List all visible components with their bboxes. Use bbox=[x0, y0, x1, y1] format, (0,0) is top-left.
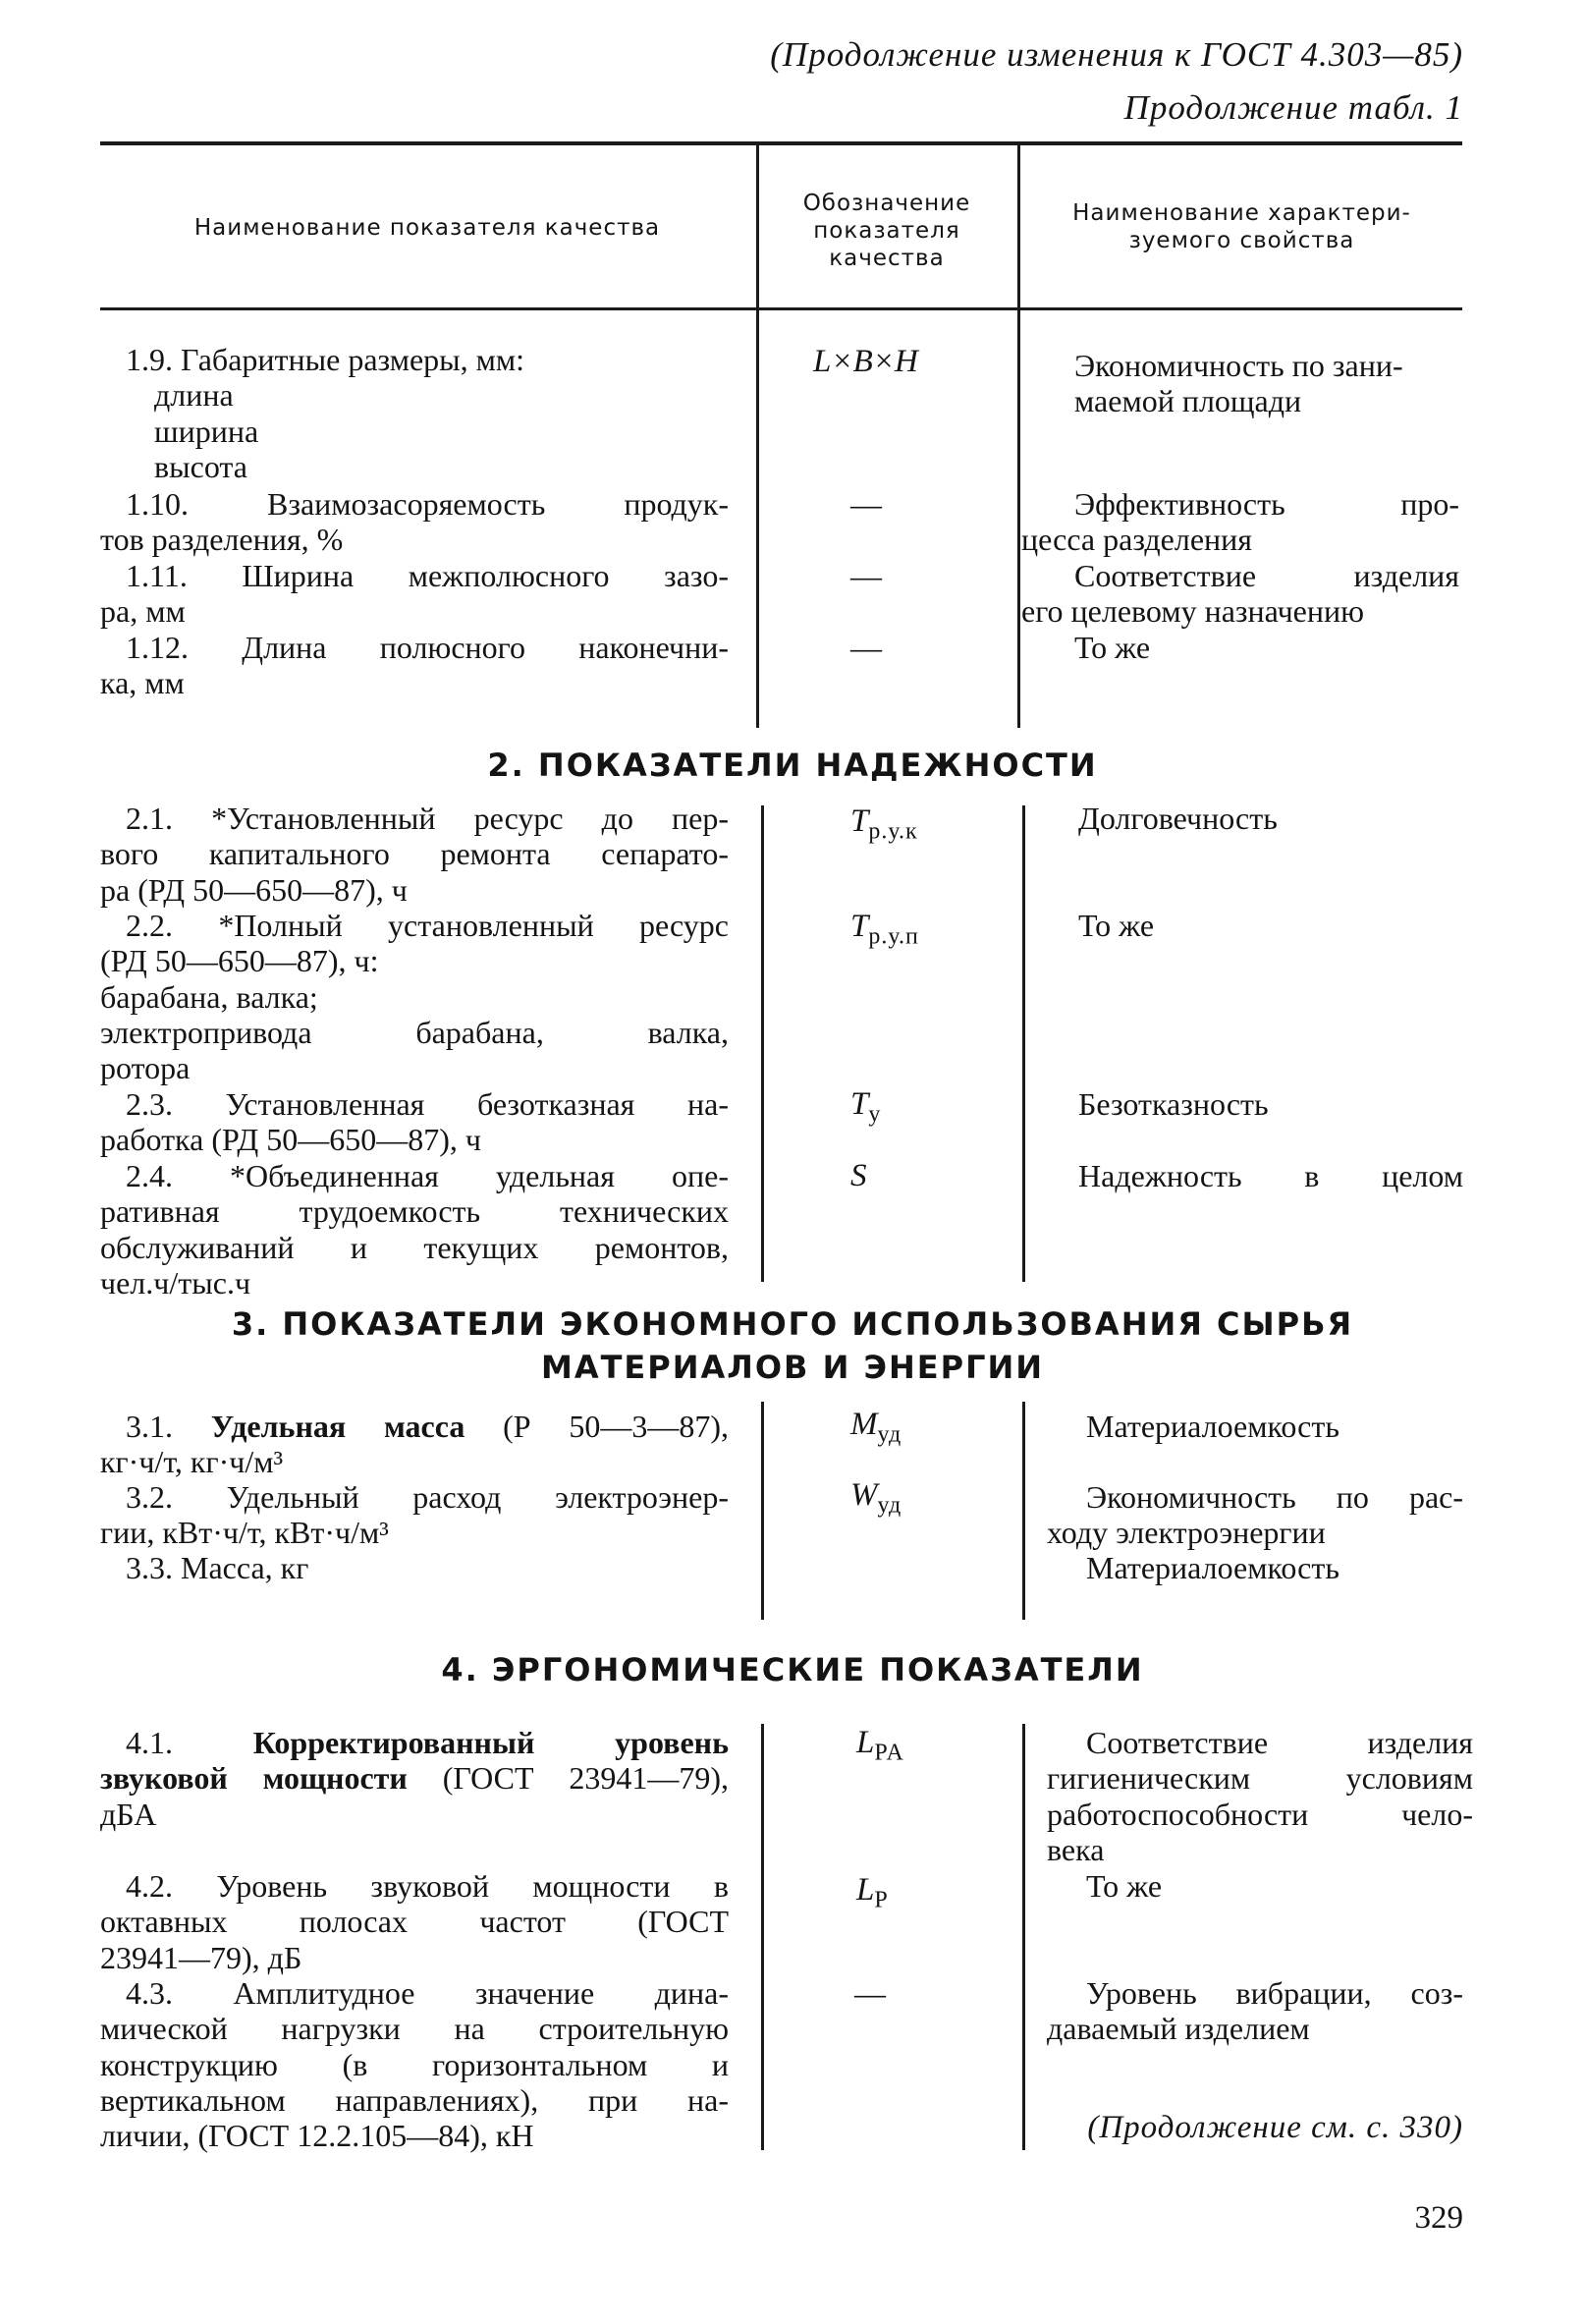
property-1-9: Экономичность по зани- маемой площади bbox=[1074, 348, 1403, 419]
row-1-11: 1.11. Ширина межполюсного зазо- ра, мм bbox=[100, 558, 729, 630]
row-2-3: 2.3. Установленная безотказная на- работка (РД 50—650—87), ч bbox=[100, 1086, 729, 1158]
symbol-dash: — bbox=[850, 486, 882, 522]
col-divider bbox=[761, 1724, 764, 2150]
col-divider bbox=[1022, 805, 1025, 1282]
row-2-2: 2.2. *Полный установленный ресурс (РД 50—650—87), ч: барабана, валка; электропривода барабана, валка, ротора bbox=[100, 908, 729, 1086]
table-head-rule bbox=[100, 307, 1462, 310]
row-1-12: 1.12. Длина полюсного наконечни- ка, мм bbox=[100, 630, 729, 701]
row-2-1: 2.1. *Установленный ресурс до пер- вого капитального ремонта сепарато- ра (РД 50—650—87), ч bbox=[100, 801, 729, 908]
symbol-dash: — bbox=[854, 1975, 886, 2011]
row-2-4: 2.4. *Объединенная удельная опе- ративная трудоемкость технических обслуживаний и текущих ремонтов, чел.ч/тыс.ч bbox=[100, 1158, 729, 1300]
property-1-12: То же bbox=[1074, 630, 1151, 665]
symbol-2-4: S bbox=[850, 1158, 867, 1193]
symbol-2-3: $T_у$ bbox=[850, 1086, 882, 1128]
col-divider bbox=[1022, 1724, 1025, 2150]
row-4-2: 4.2. Уровень звуковой мощности в октавных полосах частот (ГОСТ 23941—79), дБ bbox=[100, 1868, 729, 1975]
continuation-note: (Продолжение см. с. 330) bbox=[1087, 2110, 1463, 2145]
amendment-title: (Продолжение изменения к ГОСТ 4.303—85) bbox=[770, 35, 1463, 74]
column-head-designation: Обозначение показателя качества bbox=[802, 191, 971, 271]
section-3-title: 3. ПОКАЗАТЕЛИ ЭКОНОМНОГО ИСПОЛЬЗОВАНИЯ СЫРЬЯ МАТЕРИАЛОВ И ЭНЕРГИИ bbox=[231, 1305, 1354, 1386]
column-head-property: Наименование характери- зуемого свойства bbox=[1072, 200, 1411, 253]
symbol-3-1: $M_{уд}$ bbox=[850, 1407, 902, 1448]
symbol-2-1: $T_{р.у.к}$ bbox=[850, 803, 918, 845]
property-3-3: Материалоемкость bbox=[1086, 1550, 1339, 1585]
row-3-1: 3.1. Удельная масса (Р 50—3—87), кг·ч/т, кг·ч/м³ bbox=[100, 1409, 730, 1480]
symbol-2-2: $T_{р.у.п}$ bbox=[850, 909, 919, 950]
symbol-3-2: $W_{уд}$ bbox=[850, 1477, 902, 1519]
symbol-dash: — bbox=[850, 630, 882, 665]
row-1-10: 1.10. Взаимозасоряемость продук- тов разделения, % bbox=[100, 486, 729, 558]
table-top-rule bbox=[100, 141, 1462, 145]
property-2-4: Надежность в целом bbox=[1078, 1158, 1463, 1193]
col-divider bbox=[756, 145, 759, 728]
property-3-2: Экономичность по рас- ходу электроэнергии bbox=[1047, 1479, 1463, 1551]
section-2-title: 2. ПОКАЗАТЕЛИ НАДЕЖНОСТИ bbox=[487, 747, 1098, 784]
section-4-title: 4. ЭРГОНОМИЧЕСКИЕ ПОКАЗАТЕЛИ bbox=[441, 1651, 1144, 1688]
property-1-11: Соответствие изделия его целевому назначению bbox=[1021, 558, 1459, 630]
row-1-9: 1.9. Габаритные размеры, мм: длина ширина высота bbox=[126, 342, 525, 484]
col-divider bbox=[1017, 145, 1020, 728]
col-divider bbox=[1022, 1402, 1025, 1620]
property-1-10: Эффективность про- цесса разделения bbox=[1021, 486, 1459, 558]
property-4-3: Уровень вибрации, соз- даваемый изделием bbox=[1047, 1975, 1463, 2047]
row-4-1: 4.1. Корректированный уровень звуковой мощности (ГОСТ 23941—79), дБА bbox=[100, 1725, 730, 1832]
col-divider bbox=[761, 1402, 764, 1620]
page-number: 329 bbox=[1414, 2200, 1463, 2236]
col-divider bbox=[761, 805, 764, 1282]
row-4-3: 4.3. Амплитудное значение дина- мической нагрузки на строительную конструкцию (в горизонтальном и вертикальном направлениях), при на- личии, (ГОСТ 12.2.105—84), кН bbox=[100, 1975, 729, 2154]
row-3-3: 3.3. Масса, кг bbox=[126, 1550, 309, 1585]
symbol-dash: — bbox=[850, 558, 882, 593]
property-2-3: Безотказность bbox=[1078, 1086, 1269, 1122]
property-3-1: Материалоемкость bbox=[1086, 1409, 1339, 1444]
symbol-4-2: $L_P$ bbox=[856, 1872, 889, 1913]
column-head-indicator-name: Наименование показателя качества bbox=[193, 215, 661, 241]
symbol-4-1: $L_{PA}$ bbox=[856, 1725, 904, 1766]
property-4-2: То же bbox=[1086, 1868, 1163, 1904]
property-4-1: Соответствие изделия гигиеническим условиям работоспособности чело- века bbox=[1047, 1725, 1473, 1867]
property-2-2: То же bbox=[1078, 908, 1155, 943]
symbol-dimensions: L×B×H bbox=[813, 344, 918, 379]
row-3-2: 3.2. Удельный расход электроэнер- гии, кВт·ч/т, кВт·ч/м³ bbox=[100, 1479, 729, 1551]
table-continuation-label: Продолжение табл. 1 bbox=[1123, 88, 1463, 127]
property-2-1: Долговечность bbox=[1078, 801, 1278, 836]
